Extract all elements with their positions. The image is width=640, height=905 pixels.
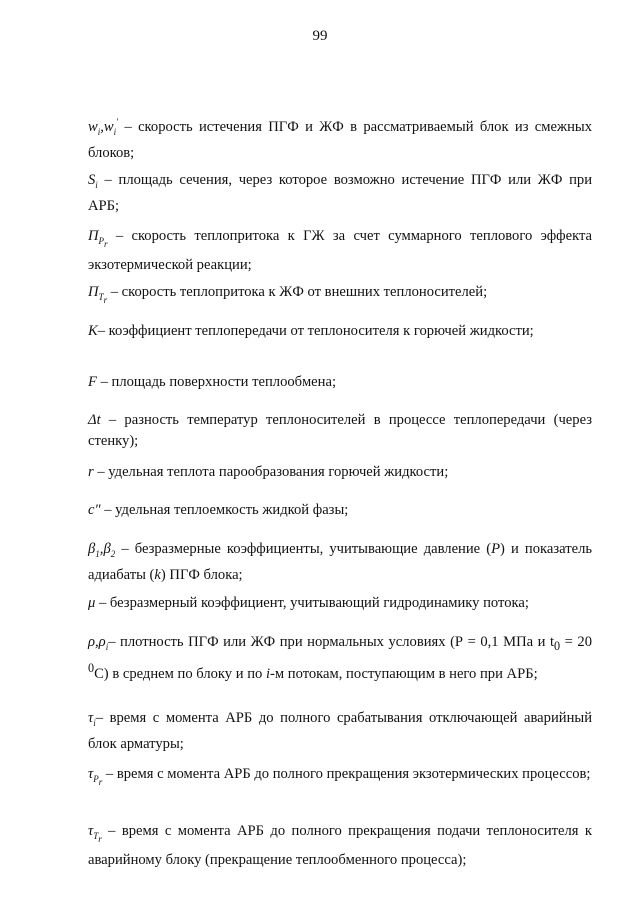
symbol-tau-p: $\tau_{P_r}$ [88, 766, 103, 787]
definition-w: $w_i,w_i'$ – скорость истечения ПГФ и ЖФ в рассматриваемый блок из смежных блоков; [88, 117, 592, 161]
symbol-c: c″ [88, 502, 101, 518]
definition-f: F – площадь поверхности теплообмена; [88, 374, 336, 390]
symbol-mu: μ [88, 595, 96, 611]
symbol-f: F [88, 374, 97, 390]
definition-tau-p: $\tau_{P_r}$ – время с момента АРБ до полного прекращения экзотермических процессов; [88, 766, 591, 787]
symbol-p-t: $П_{T_r}$ [88, 284, 108, 305]
symbol-rho: $\rho,\rho_i$ [88, 634, 109, 652]
definition-s: $S_i$ – площадь сечения, через которое возможно истечение ПГФ или ЖФ при АРБ; [88, 172, 592, 214]
symbol-r: r [88, 464, 94, 480]
definition-beta: $\beta_1,\beta_2$ – безразмерные коэффициенты, учитывающие давление (P) и показатель адиабаты (k) ПГФ блока; [88, 541, 593, 583]
definition-rho: $\rho,\rho_i-$ плотность ПГФ или ЖФ при нормальных условиях (Р = 0,1 МПа и $t_0 = 20$ $^0$С) в среднем по блоку и по i-м потокам, поступающим в него при АРБ; [88, 634, 592, 682]
definition-c: c″ – удельная теплоемкость жидкой фазы; [88, 502, 349, 518]
definition-p-t: $П_{T_r}$ – скорость теплопритока к ЖФ от внешних теплоносителей; [88, 284, 488, 305]
symbol-s: $S_i$ [88, 172, 98, 190]
definition-tau-i: $\tau_i-$ время с момента АРБ до полного срабатывания отключающей аварийный блок арматуры; [88, 710, 592, 752]
definition-delta-t: Δt – разность температур теплоносителей в процессе теплопередачи (через стенку); [88, 412, 592, 449]
definition-mu: μ – безразмерный коэффициент, учитывающий гидродинамику потока; [88, 595, 529, 611]
definition-r: r – удельная теплота парообразования горючей жидкости; [88, 464, 449, 480]
symbol-tau-t: $\tau_{T_r}$ [88, 823, 102, 844]
symbol-w: $w_i,w_i'$ [88, 117, 119, 137]
definition-k: K– коэффициент теплопередачи от теплоносителя к горючей жидкости; [88, 323, 534, 339]
symbol-p-r: $П_{P_r}$ [88, 228, 108, 249]
symbol-k: K [88, 323, 98, 339]
symbol-tau-i: $\tau_i$ [88, 710, 96, 728]
symbol-beta: $\beta_1,\beta_2$ [88, 541, 116, 559]
definition-tau-t: $\tau_{T_r}$ – время с момента АРБ до полного прекращения подачи теплоносителя к аварийному блоку (прекращение теплообменного процесса); [88, 823, 592, 868]
symbol-delta-t: Δt [88, 412, 101, 428]
page-number: 99 [312, 28, 328, 44]
definition-p-r: $П_{P_r}$ – скорость теплопритока к ГЖ за счет суммарного теплового эффекта экзотермической реакции; [88, 228, 592, 273]
